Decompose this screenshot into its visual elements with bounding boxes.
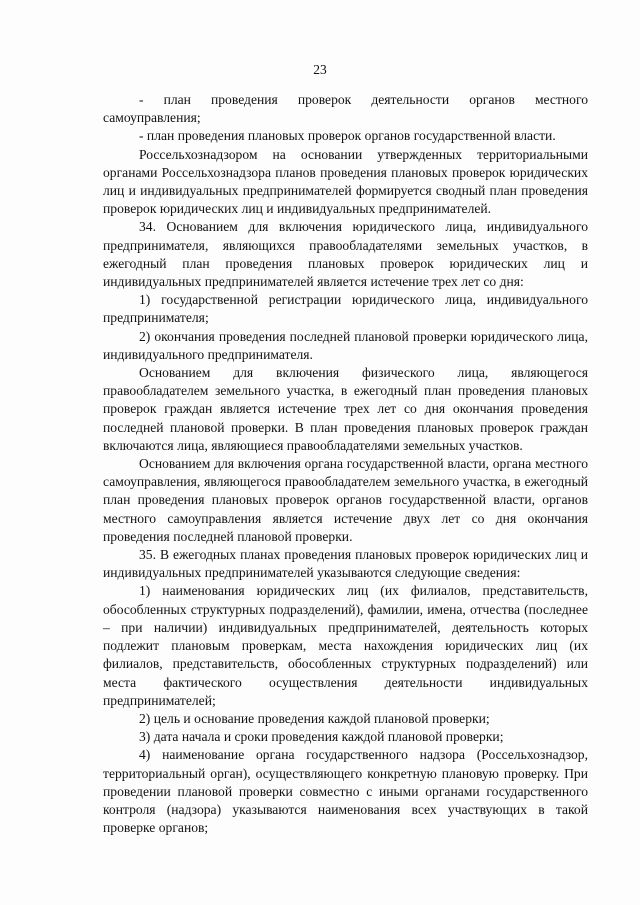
- paragraph-state-plan: - план проведения плановых проверок органов государственной власти.: [139, 128, 556, 144]
- paragraph-35-subitem-4: 4) наименование органа государственного надзора (Россельхознадзор, территориальный орган), осуществляющего конкретную плановую проверку. При проведении плановой проверки совместно с иными органами государственного контроля (надзора) указываются наименования всех участвующих в такой проверке органов;: [103, 747, 588, 836]
- paragraph-35-subitem-2: 2) цель и основание проведения каждой плановой проверки;: [139, 710, 490, 726]
- paragraph-item-34: 34. Основанием для включения юридического лица, индивидуального предпринимателя, являющихся правообладателями земельных участков, в ежегодный план проведения плановых проверок юридических лиц и индивидуальных предпринимателей является истечение трех лет со дня:: [103, 219, 588, 290]
- paragraph-individuals-basis: Основанием для включения физического лица, являющегося правообладателем земельного участка, в ежегодный план проведения плановых проверок граждан является истечение трех лет со дня окончания проведения последней плановой проверки. В план проведения плановых проверок граждан включаются лица, являющиеся правообладателями земельных участков.: [103, 365, 588, 453]
- paragraph-authorities-basis: Основанием для включения органа государственной власти, органа местного самоуправления, являющегося правообладателем земельного участка, в ежегодный план проведения плановых проверок органов государственной власти, органов местного самоуправления является истечение двух лет со дня окончания проведения последней плановой проверки.: [103, 456, 588, 544]
- paragraph-35-subitem-1: 1) наименования юридических лиц (их филиалов, представительств, обособленных структурных подразделений), фамилии, имена, отчества (последнее – при наличии) индивидуальных предпринимателей, деятельность которых подлежит плановым проверкам, места нахождения юридических лиц (их филиалов, представительств, обособленных структурных подразделений) или места фактического осуществления деятельности индивидуальных предпринимателей;: [103, 583, 588, 708]
- paragraph-item-35: 35. В ежегодных планах проведения плановых проверок юридических лиц и индивидуальных предпринимателей указываются следующие сведения:: [103, 547, 588, 581]
- paragraph-municipal-plan: - план проведения проверок деятельности органов местного самоуправления;: [103, 92, 588, 126]
- paragraph-35-subitem-3: 3) дата начала и сроки проведения каждой плановой проверки;: [139, 729, 504, 745]
- document-body: [103, 91, 588, 837]
- paragraph-34-subitem-2: 2) окончания проведения последней плановой проверки юридического лица, индивидуального предпринимателя.: [103, 328, 588, 362]
- page-number: 23: [313, 62, 327, 77]
- paragraph-consolidated-plan: Россельхознадзором на основании утвержденных территориальными органами Россельхознадзора планов проведения плановых проверок юридических лиц и индивидуальных предпринимателей формируется сводный план проведения проверок юридических лиц и индивидуальных предпринимателей.: [103, 146, 588, 217]
- paragraph-34-subitem-1: 1) государственной регистрации юридического лица, индивидуального предпринимателя;: [103, 292, 588, 326]
